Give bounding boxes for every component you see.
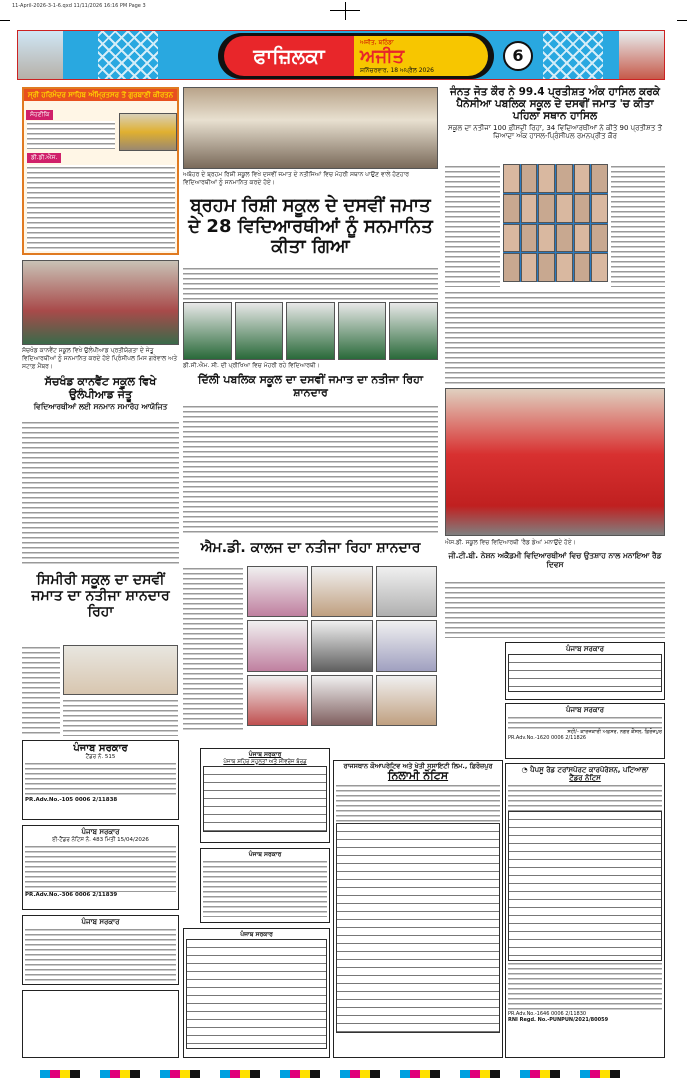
golden-temple-photo bbox=[119, 113, 177, 151]
headline: ਸੱਚਖੰਡ ਕਾਨਵੈਂਟ ਸਕੂਲ ਵਿਖੇ ਉਲੰਪੀਆਡ ਜੇਤੂ bbox=[44, 375, 157, 401]
ad-text bbox=[508, 783, 662, 811]
title-left: ਫਾਜ਼ਿਲਕਾ bbox=[253, 44, 325, 68]
ad-subtitle: ਟੈਂਡਰ ਨੰ. 515 bbox=[85, 754, 116, 760]
ad-table bbox=[508, 654, 662, 692]
ad-ref: PR.Adv.No.-306 0006 2/11839 bbox=[25, 892, 118, 898]
article-text bbox=[445, 290, 665, 385]
headline: ਐਮ.ਡੀ. ਕਾਲਜ ਦਾ ਨਤੀਜਾ ਰਿਹਾ ਸ਼ਾਨਦਾਰ bbox=[200, 540, 421, 556]
headline: ਦਿੱਲੀ ਪਬਲਿਕ ਸਕੂਲ ਦਾ ਦਸਵੀਂ ਜਮਾਤ ਦਾ ਨਤੀਜਾ ਰਿਹਾ ਸ਼ਾਨਦਾਰ bbox=[198, 373, 423, 399]
crop-mark bbox=[0, 20, 10, 21]
headline: ਬ੍ਰਹਮ ਰਿਸ਼ੀ ਸਕੂਲ ਦੇ ਦਸਵੀਂ ਜਮਾਤ ਦੇ 28 ਵਿਦਿਆਰਥੀਆਂ ਨੂੰ ਸਨਮਾਨਿਤ ਕੀਤਾ ਗਿਆ bbox=[188, 195, 433, 258]
photo-caption: ਡੀ.ਸੀ.ਐਮ. ਸੀ. ਦੀ ਪ੍ਰੀਖਿਆ ਵਿਚ ਮੋਹਰੀ ਰਹੇ ਵਿਦਿਆਰਥੀ। bbox=[183, 362, 320, 369]
feature-box bbox=[22, 87, 179, 255]
ad-title: ਪੰਜਾਬ ਸਰਕਾਰ bbox=[565, 645, 604, 653]
ad-text bbox=[508, 961, 662, 1011]
feature-tag: ਸੋਹਣੀਕਿ bbox=[26, 110, 53, 120]
student-photos-row bbox=[183, 302, 438, 360]
student-photos-grid bbox=[503, 164, 608, 282]
ad-title bbox=[508, 766, 662, 774]
photo-caption: ਐਸ.ਡੀ. ਸਕੂਲ ਵਿਚ ਵਿਦਿਆਰਥੀ 'ਰੈਡ ਡੇਅ' ਮਨਾਉਂਦੇ ਹੋਏ। bbox=[445, 539, 576, 546]
ad-punjab-sarkar bbox=[505, 703, 665, 759]
ad-punjab-sarkar bbox=[200, 848, 330, 923]
notice-subtitle: ਨਿਲਾਮੀ ਨੋਟਿਸ bbox=[387, 769, 449, 783]
ad-title: ਪੰਜਾਬ ਸਰਕਾਰ bbox=[73, 743, 128, 754]
article-text bbox=[445, 580, 665, 638]
ad-subtitle: ਪੰਜਾਬ ਸ਼ਹਿਰ ਸਹੂਲਤਾਂ ਅਤੇ ਸੀਵਰੇਜ ਬੋਰਡ bbox=[223, 759, 307, 765]
ad-punjab-sarkar bbox=[22, 740, 179, 820]
issue-date: ਸ਼ਨਿੱਚਰਵਾਰ, 18 ਅਪ੍ਰੈਲ 2026 bbox=[360, 66, 434, 74]
ad-title: ਪੰਜਾਬ ਸਰਕਾਰ bbox=[81, 828, 120, 836]
student-photos-grid bbox=[247, 566, 437, 726]
ad-subtitle: ਈ-ਟੈਂਡਰ ਨੋਟਿਸ ਨੰ. 483 ਮਿਤੀ 15/04/2026 bbox=[52, 837, 149, 843]
notice-text bbox=[336, 783, 500, 823]
auction-notice bbox=[333, 760, 503, 1058]
article-text bbox=[445, 164, 500, 287]
article-text bbox=[611, 164, 665, 287]
event-photo bbox=[183, 87, 438, 169]
photo-caption: ਸੱਚਖੰਡ ਕਾਨਵੈਂਟ ਸਕੂਲ ਵਿਖੇ ਉਲੰਪੀਆਡ ਪ੍ਰਤੀਯੋਗਤਾ ਦੇ ਜੇਤੂ ਵਿਦਿਆਰਥੀਆਂ ਨੂੰ ਸਨਮਾਨਿਤ ਕਰਦੇ ਹੋਏ ਪ੍ਰਿੰਸੀਪਲ ਮਿਸ ਗਰੇਵਾਲ ਅਤੇ ਸਟਾਫ਼ ਮੈਂਬਰ। bbox=[22, 347, 178, 370]
feature-tag: ਡੀ.ਡੀ.ਐਸ. bbox=[27, 153, 61, 163]
article-text bbox=[183, 566, 243, 732]
feature-title: ਸ੍ਰੀ ਹਰਿਮੰਦਰ ਸਾਹਿਬ ਅੰਮ੍ਰਿਤਸਰ ਤੋਂ ਗੁਰਬਾਣੀ ਕੀਰਤਨ bbox=[24, 89, 177, 101]
feature-text bbox=[27, 121, 115, 149]
subheadline: ਸਕੂਲ ਦਾ ਨਤੀਜਾ 100 ਫ਼ੀਸਦੀ ਰਿਹਾ, 34 ਵਿਦਿਆਰਥੀਆਂ ਨੇ ਕੀਤੇ 90 ਪ੍ਰਤੀਸ਼ਤ ਤੋਂ ਜ਼ਿਆਦਾ ਅੰਕ ਹਾਸਲ-ਪ੍ਰਿੰਸੀਪਲ ਰਮਨਪ੍ਰੀਤ ਕੌਰ bbox=[448, 124, 662, 141]
crop-mark bbox=[345, 2, 346, 20]
ad-text bbox=[508, 715, 662, 729]
print-slug: 11-April-2026-3-1-6.qxd 11/11/2026 16:16 PM Page 3 bbox=[12, 3, 146, 9]
student-photo bbox=[63, 645, 178, 695]
registration-bar bbox=[40, 1070, 640, 1078]
article-text bbox=[63, 698, 178, 736]
article-header bbox=[445, 86, 665, 140]
edition: ਅਜੀਤ, ਬਠਿੰਡਾ bbox=[360, 38, 394, 46]
article-text bbox=[22, 420, 179, 566]
ad-title: ਪੰਜਾਬ ਸਰਕਾਰ bbox=[248, 851, 282, 858]
ad-punjab-sarkar bbox=[200, 748, 330, 843]
article-header bbox=[22, 376, 179, 412]
ad-title-text: ਪੈਪਸੂ ਰੋਡ ਟਰਾਂਸਪੋਰਟ ਕਾਰਪੋਰੇਸ਼ਨ, ਪਟਿਆਲਾ bbox=[530, 766, 649, 774]
ad-punjab-sarkar bbox=[22, 825, 179, 910]
article-text bbox=[22, 645, 60, 735]
ad-ref: PR.Adv.No.-1620 0006 2/11826 bbox=[508, 735, 587, 741]
ad-title: ਪੰਜਾਬ ਸਰਕਾਰ bbox=[248, 751, 282, 758]
feature-text bbox=[27, 165, 175, 251]
subheadline: ਵਿਦਿਆਰਥੀਆਂ ਲਈ ਸਨਮਾਨ ਸਮਾਰੋਹ ਆਯੋਜਿਤ bbox=[33, 402, 168, 412]
title-right: ਅਜੀਤ bbox=[360, 45, 405, 67]
photo-caption: ਅਬੋਹਰ ਦੇ ਬ੍ਰਹਮ ਰਿਸ਼ੀ ਸਕੂਲ ਵਿਖੇ ਦਸਵੀਂ ਜਮਾਤ ਦੇ ਨਤੀਜਿਆਂ ਵਿਚ ਮੋਹਰੀ ਸਥਾਨ ਪਾਉਣ ਵਾਲੇ ਹੋਣਹਾਰ ਵਿਦਿਆਰਥੀਆਂ ਨੂੰ ਸਨਮਾਨਿਤ ਕਰਦੇ ਹੋਏ। bbox=[183, 171, 410, 186]
ad-text bbox=[203, 859, 327, 917]
ad-table bbox=[203, 766, 327, 832]
ad-text bbox=[25, 844, 176, 892]
students-photo bbox=[22, 260, 179, 345]
ad-ref: PR.Adv.No.-105 0006 2/11838 bbox=[25, 797, 118, 803]
headline: ਜੀ.ਟੀ.ਬੀ. ਨੇਸ਼ਨ ਅਕੈਡਮੀ ਵਿਦਿਆਰਥੀਆਂ ਵਿਚ ਉਤਸ਼ਾਹ ਨਾਲ ਮਨਾਇਆ ਰੈਡ ਦਿਵਸ bbox=[448, 551, 662, 569]
ad-pepsu bbox=[505, 763, 665, 1058]
red-day-photo bbox=[445, 388, 665, 536]
prtc-logo-icon: ◔ bbox=[521, 766, 531, 774]
clock-tower-image bbox=[18, 31, 63, 79]
headline: ਸਿਮੀਰੀ ਸਕੂਲ ਦਾ ਦਸਵੀਂ ਜਮਾਤ ਦਾ ਨਤੀਜਾ ਸ਼ਾਨਦਾਰ ਰਿਹਾ bbox=[31, 572, 170, 621]
ad-text bbox=[25, 761, 176, 797]
masthead bbox=[17, 30, 665, 80]
ad-ref: PR.Adv.No.-1646 0006 2/11830 bbox=[508, 1011, 587, 1018]
article-text bbox=[183, 404, 438, 535]
ad-title: ਪੰਜਾਬ ਸਰਕਾਰ bbox=[240, 931, 273, 938]
ad-punjab-sarkar bbox=[22, 915, 179, 985]
headline: ਜੰਨਤ ਜੋਤ ਕੌਰ ਨੇ 99.4 ਪ੍ਰਤੀਸ਼ਤ ਅੰਕ ਹਾਸਿਲ ਕਰਕੇ ਪੈਨੇਸੀਆ ਪਬਲਿਕ ਸਕੂਲ ਦੇ ਦਸਵੀਂ ਜਮਾਤ 'ਚ ਕੀਤਾ ਪਹਿਲਾ ਸਥਾਨ ਹਾਸਿਲ bbox=[450, 86, 660, 123]
crop-mark bbox=[677, 20, 687, 21]
ad-title: ਪੰਜਾਬ ਸਰਕਾਰ bbox=[565, 706, 604, 714]
page-number: 6 bbox=[503, 41, 533, 71]
fort-image bbox=[619, 31, 664, 79]
article-text bbox=[183, 266, 438, 300]
ad-title: ਪੰਜਾਬ ਸਰਕਾਰ bbox=[81, 918, 120, 926]
ad-punjab-sarkar bbox=[505, 642, 665, 700]
notice-table bbox=[336, 823, 500, 1033]
ad-text bbox=[25, 927, 176, 981]
ad-table bbox=[186, 939, 327, 1049]
notice-title: ਰਾਜਸਥਾਨ ਕੋਆਪਰੇਟਿਵ ਅਤੇ ਖੇਤੀ ਸੁਸਾਇਟੀ ਲਿਮ., ਫ਼ਿਰੋਜ਼ਪੁਰ bbox=[343, 762, 493, 770]
ad-box bbox=[22, 990, 179, 1058]
ad-table bbox=[508, 811, 662, 961]
ad-subtitle: ਟੈਂਡਰ ਨੋਟਿਸ bbox=[569, 774, 601, 783]
masthead-logo bbox=[218, 33, 494, 79]
ad-rni: RNI Regd. No.-PUNPUN/2021/80059 bbox=[508, 1017, 609, 1024]
ad-punjab-sarkar bbox=[183, 928, 330, 1058]
ad-signature: ਸਹੀ/- ਕਾਰਜਕਾਰੀ ਅਫ਼ਸਰ, ਨਗਰ ਕੌਂਸਲ, ਫ਼ਿਰੋਜ਼ਪੁਰ bbox=[567, 729, 662, 735]
